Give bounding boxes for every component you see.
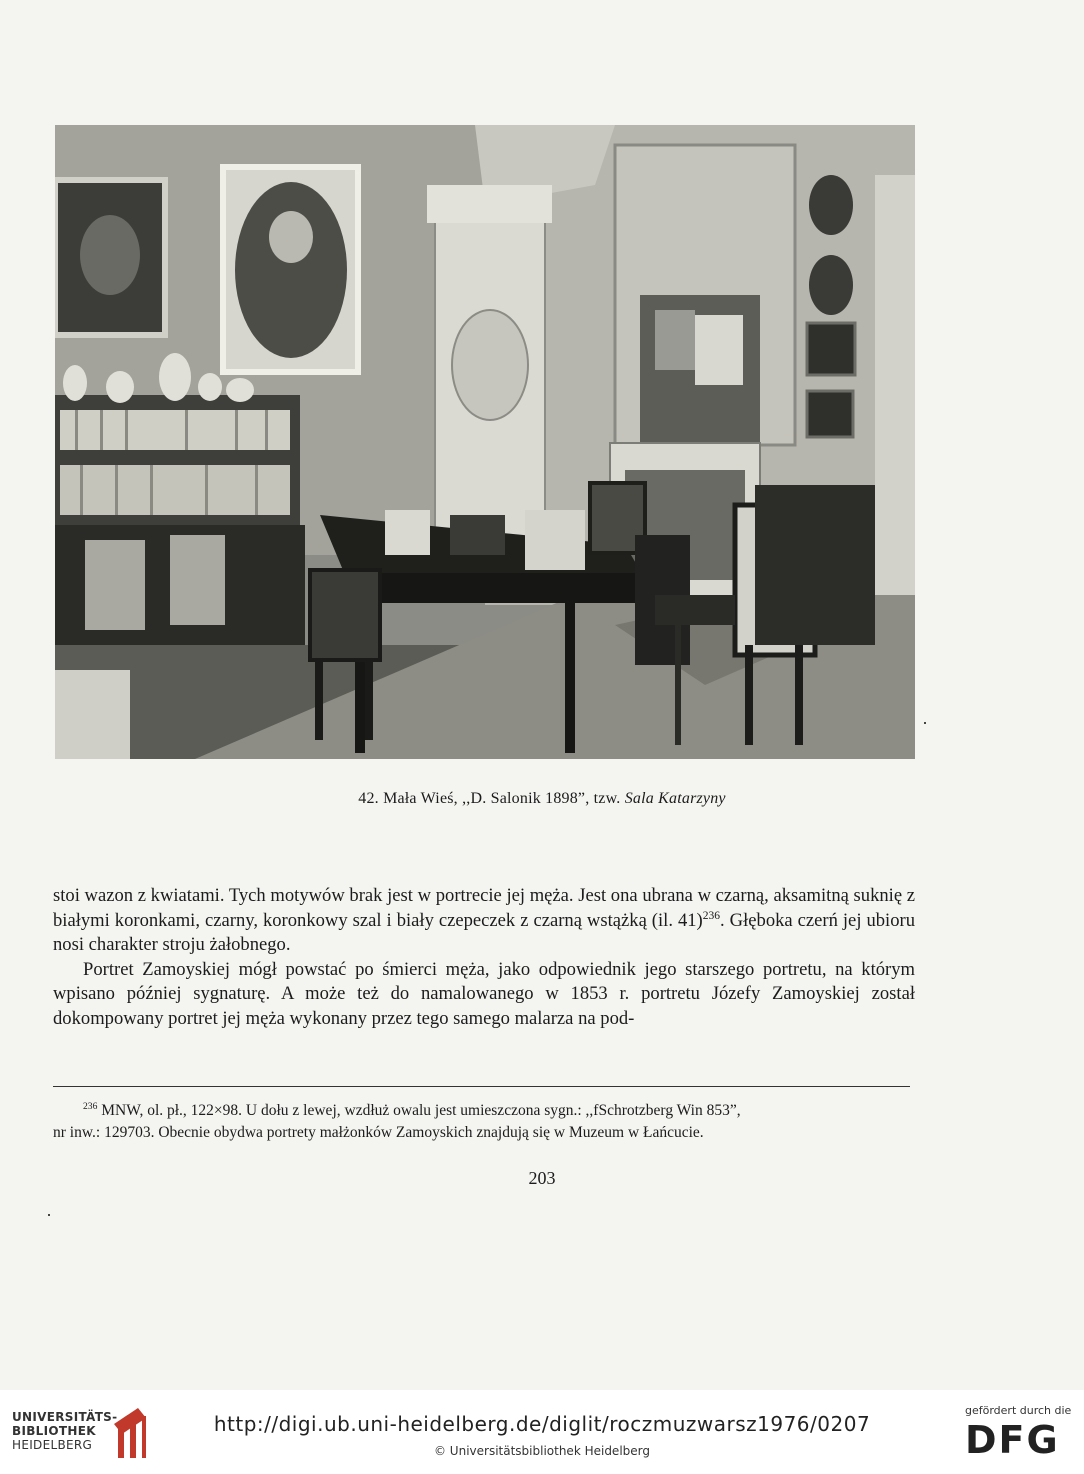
figure-caption (0, 790, 1084, 808)
paragraph-1-part-b: . Głęboka czerń jej ubioru nosi charakter stroju żałobnego. (53, 909, 916, 956)
interior-photograph (55, 125, 915, 759)
permalink-url[interactable]: http://digi.ub.uni-heidelberg.de/diglit/roczmuzwarsz1976/0207 (213, 1412, 871, 1436)
salon-photo-illustration (55, 125, 915, 759)
footnote-line-1-text: MNW, ol. pł., 122×98. U dołu z lewej, wzdłuż owalu jest umieszczona sygn.: ,,fSchrotzberg Win 853”, (101, 1102, 741, 1119)
paragraph-2: Portret Zamoyskiej mógł powstać po śmierci męża, jako odpowiednik jego starszego portretu, na którym wpisano później sygnaturę. A może też do namalowanego w 1853 r. portretu Józefy Zamoyskiej został dokompowany portret jej męża wykonany przez tego samego malarza na pod- (53, 958, 915, 1029)
footnote-number: 236 (83, 1100, 98, 1112)
dfg-logo: DFG (965, 1418, 1060, 1462)
paragraph-1 (53, 884, 915, 958)
page-number: 203 (528, 1168, 556, 1188)
library-name-line-1: UNIVERSITÄTS- (12, 1410, 118, 1424)
copyright-notice: © Universitätsbibliothek Heidelberg (433, 1444, 650, 1458)
paragraph-1-part-a: stoi wazon z kwiatami. Tych motywów brak jest w portrecie jej męża. Jest ona ubrana w czarną, aksamitną suknię z białymi koronkami, czarny, koronkowy szal i biały czepeczek z czarną wstążką (il. 41) (53, 885, 915, 931)
footnote-line-1 (53, 1100, 915, 1122)
library-name-line-2: BIBLIOTHEK (12, 1424, 96, 1438)
footnote (53, 1100, 915, 1144)
footnote-reference: 236 (702, 909, 721, 922)
scan-speck (48, 1214, 50, 1216)
caption-italic-title: Sala Katarzyny (624, 790, 726, 807)
digitization-footer (0, 1390, 1084, 1474)
library-name-line-3: HEIDELBERG (12, 1438, 93, 1452)
funder-label: gefördert durch die (965, 1404, 1072, 1417)
footnote-line-2: nr inw.: 129703. Obecnie obydwa portrety małżonków Zamoyskich znajdują się w Muzeum w Łańcucie. (53, 1124, 704, 1141)
caption-text: Mała Wieś, ,,D. Salonik 1898”, tzw. (383, 790, 621, 807)
footnote-divider (53, 1086, 910, 1087)
body-text (53, 884, 915, 1032)
scan-speck (924, 722, 926, 724)
caption-number: 42. (358, 790, 379, 807)
